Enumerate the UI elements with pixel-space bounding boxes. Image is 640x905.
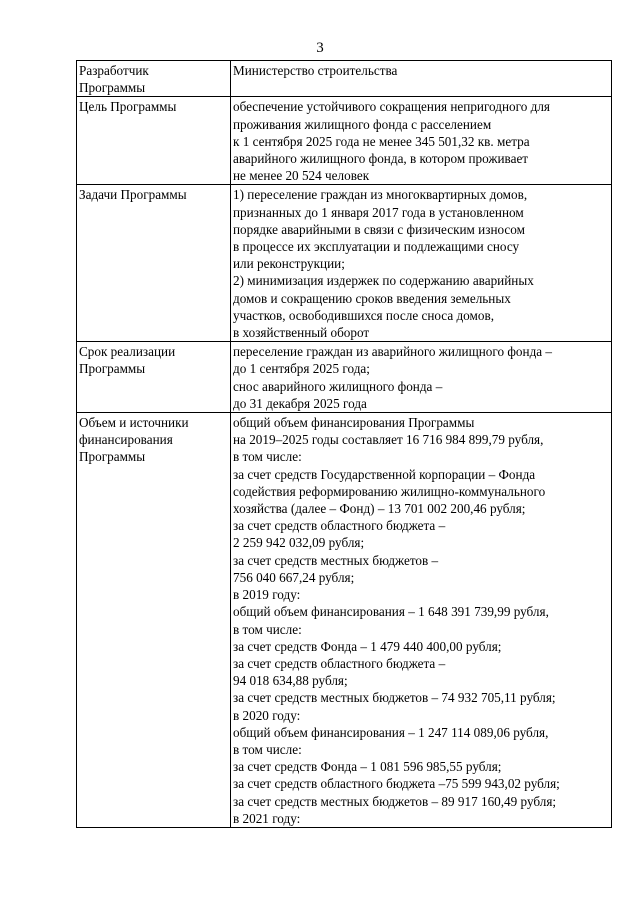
value-cell [231,413,612,828]
value-line: обеспечение устойчивого сокращения непригодного для [233,99,550,115]
value-line: на 2019–2025 годы составляет 16 716 984 899,79 рубля, [233,432,544,448]
label-line: Программы [79,449,146,465]
value-line: к 1 сентября 2025 года не менее 345 501,32 кв. метра [233,133,530,149]
row-tasks [77,185,612,342]
row-goal [77,97,612,185]
value-line: за счет средств местных бюджетов – 89 917 160,49 рубля; [233,793,557,809]
value-line: в процессе их эксплуатации и подлежащими сносу [233,239,520,255]
label-cell [77,413,231,828]
value-line: в том числе: [233,621,302,637]
value-line: 1) переселение граждан из многоквартирных домов, [233,187,528,203]
value-line: участков, освободившихся после сноса домов, [233,307,494,323]
value-cell [231,97,612,185]
value-line: в 2020 году: [233,707,301,723]
value-line: в 2019 году: [233,587,301,603]
value-line: в 2021 году: [233,810,301,826]
label-line: Разработчик [79,63,149,78]
row-financing [77,413,612,828]
value-cell [231,61,612,97]
value-line: за счет средств Государственной корпорации – Фонда [233,466,536,482]
row-developer [77,61,612,97]
label-line: Объем и источники [79,415,189,431]
value-line: или реконструкции; [233,256,345,272]
value-line: за счет средств местных бюджетов – [233,552,439,568]
program-passport-table [76,60,612,828]
label-cell [77,342,231,413]
label-cell [77,97,231,185]
value-line: признанных до 1 января 2017 года в установленном [233,204,524,220]
value-line: хозяйства (далее – Фонд) – 13 701 002 200,46 рубля; [233,501,526,517]
label-cell [77,185,231,342]
program-passport-table-body [77,61,612,828]
value-line: снос аварийного жилищного фонда – [233,378,443,394]
label-line: Срок реализации [79,344,176,360]
value-line: общий объем финансирования – 1 648 391 739,99 рубля, [233,604,549,620]
value-line: общий объем финансирования Программы [233,415,475,431]
value-line: содействия реформированию жилищно-коммунального [233,483,546,499]
value-line: за счет средств областного бюджета – [233,518,446,534]
page-number: 3 [316,40,324,56]
value-line: за счет средств местных бюджетов – 74 932 705,11 рубля; [233,690,556,706]
label-cell [77,61,231,97]
value-line: 2 259 942 032,09 рубля; [233,535,365,551]
value-line: до 1 сентября 2025 года; [233,361,370,377]
value-line: в том числе: [233,449,302,465]
value-line: 94 018 634,88 рубля; [233,673,348,689]
label-line: Программы [79,80,146,96]
value-line: за счет средств областного бюджета –75 599 943,02 рубля; [233,776,560,792]
value-line: общий объем финансирования – 1 247 114 089,06 рубля, [233,724,549,740]
value-line: 756 040 667,24 рубля; [233,569,355,585]
value-line: 2) минимизация издержек по содержанию аварийных [233,273,534,289]
label-line: Цель Программы [79,99,177,115]
value-line: в том числе: [233,741,302,757]
value-line: переселение граждан из аварийного жилищного фонда – [233,344,553,360]
value-cell [231,185,612,342]
value-line: проживания жилищного фонда с расселением [233,116,492,132]
value-line: домов и сокращению сроков введения земельных [233,290,511,306]
value-line: за счет средств областного бюджета – [233,655,446,671]
label-line: финансирования [79,432,173,448]
value-line: в хозяйственный оборот [233,325,370,341]
label-line: Задачи Программы [79,187,187,203]
value-line: за счет средств Фонда – 1 479 440 400,00 рубля; [233,638,502,654]
label-line: Программы [79,361,146,377]
value-cell [231,342,612,413]
value-line: за счет средств Фонда – 1 081 596 985,55 рубля; [233,759,502,775]
value-line: до 31 декабря 2025 года [233,395,367,411]
value-line: Министерство строительства [233,63,398,78]
row-term [77,342,612,413]
value-line: аварийного жилищного фонда, в котором проживает [233,151,529,167]
value-line: порядке аварийными в связи с физическим износом [233,221,525,237]
value-line: не менее 20 524 человек [233,168,370,184]
